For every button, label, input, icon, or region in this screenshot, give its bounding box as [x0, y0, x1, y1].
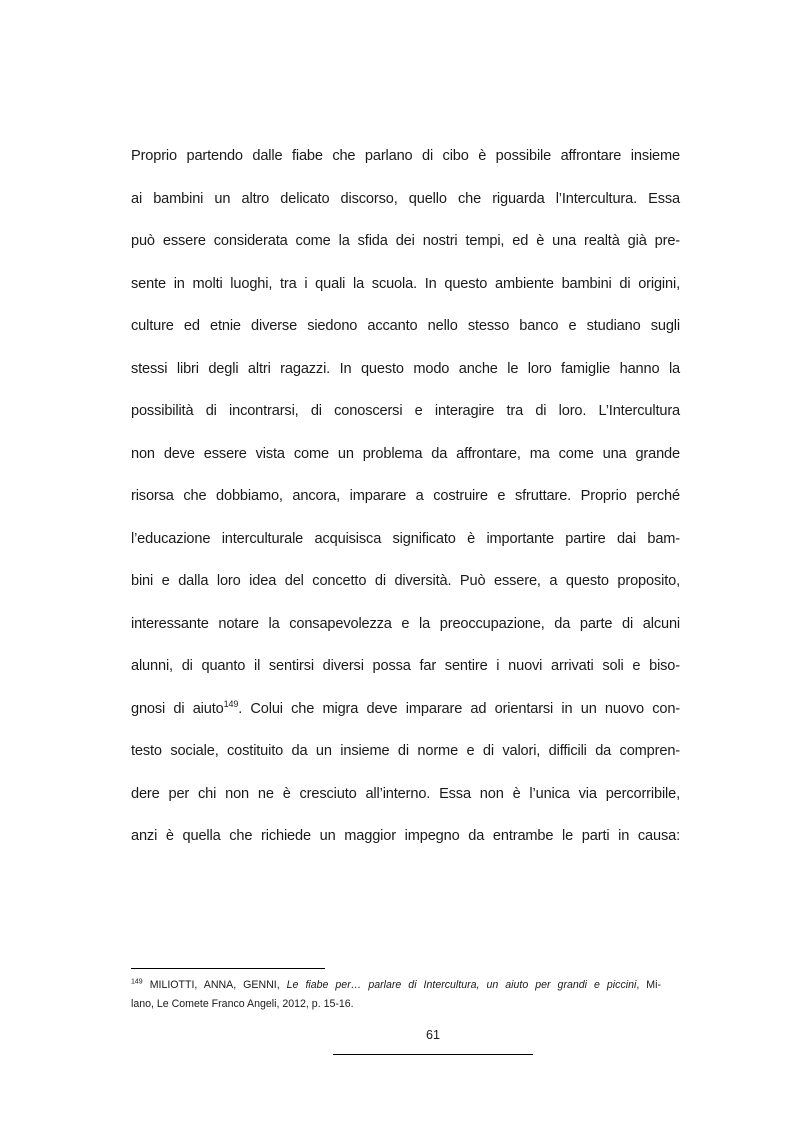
body-line: risorsa che dobbiamo, ancora, imparare a costruire e sfruttare. Proprio perché: [131, 488, 680, 504]
body-line: sente in molti luoghi, tra i quali la scuola. In questo ambiente bambini di origini,: [131, 275, 680, 292]
footnote-separator: [131, 968, 325, 969]
footnote-reference[interactable]: 149: [223, 698, 239, 709]
body-line: interessante notare la consapevolezza e la preoccupazione, da parte di alcuni: [131, 615, 680, 632]
body-line-text: gnosi di aiuto: [131, 700, 224, 717]
page-number: 61: [426, 1028, 440, 1042]
body-line: alunni, di quanto il sentirsi diversi possa far sentire i nuovi arrivati soli e biso-: [131, 658, 680, 674]
footnote: [131, 976, 661, 1014]
body-line: possibilità di incontrarsi, di conoscersi e interagire tra di loro. L’Intercultura: [131, 403, 680, 419]
footnote-number: 149: [131, 978, 143, 986]
body-line: anzi è quella che richiede un maggior impegno da entrambe le parti in causa:: [131, 828, 680, 844]
footnote-line: [131, 976, 661, 995]
body-line: l’educazione interculturale acquisisca significato è importante partire dai bam-: [131, 530, 680, 547]
page-number-underline: [333, 1054, 533, 1055]
body-line-text: . Colui che migra deve imparare ad orientarsi in un nuovo con-: [238, 700, 680, 717]
body-line: dere per chi non ne è cresciuto all’interno. Essa non è l’unica via percorribile,: [131, 785, 680, 802]
body-line: stessi libri degli altri ragazzi. In questo modo anche le loro famiglie hanno la: [131, 360, 680, 377]
body-line: non deve essere vista come un problema da affrontare, ma come una grande: [131, 445, 680, 462]
body-line: testo sociale, costituito da un insieme di norme e di valori, difficili da compren-: [131, 743, 680, 759]
body-line: Proprio partendo dalle fiabe che parlano di cibo è possibile affrontare insieme: [131, 148, 680, 164]
body-line-with-footnote-ref: [131, 694, 680, 737]
body-line: bini e dalla loro idea del concetto di diversità. Può essere, a questo proposito,: [131, 573, 680, 589]
footnote-authors: MILIOTTI, ANNA, GENNI,: [142, 979, 287, 991]
footnote-text: , Mi-: [636, 979, 661, 991]
body-line: ai bambini un altro delicato discorso, quello che riguarda l’Intercultura. Essa: [131, 190, 680, 207]
footnote-title: Le fiabe per… parlare di Intercultura, un aiuto per grandi e piccini: [286, 979, 637, 991]
body-line: culture ed etnie diverse siedono accanto nello stesso banco e studiano sugli: [131, 318, 680, 334]
footnote-line: lano, Le Comete Franco Angeli, 2012, p. 15-16.: [131, 998, 354, 1010]
body-line: può essere considerata come la sfida dei nostri tempi, ed è una realtà già pre-: [131, 233, 680, 249]
body-paragraph: [131, 141, 680, 864]
